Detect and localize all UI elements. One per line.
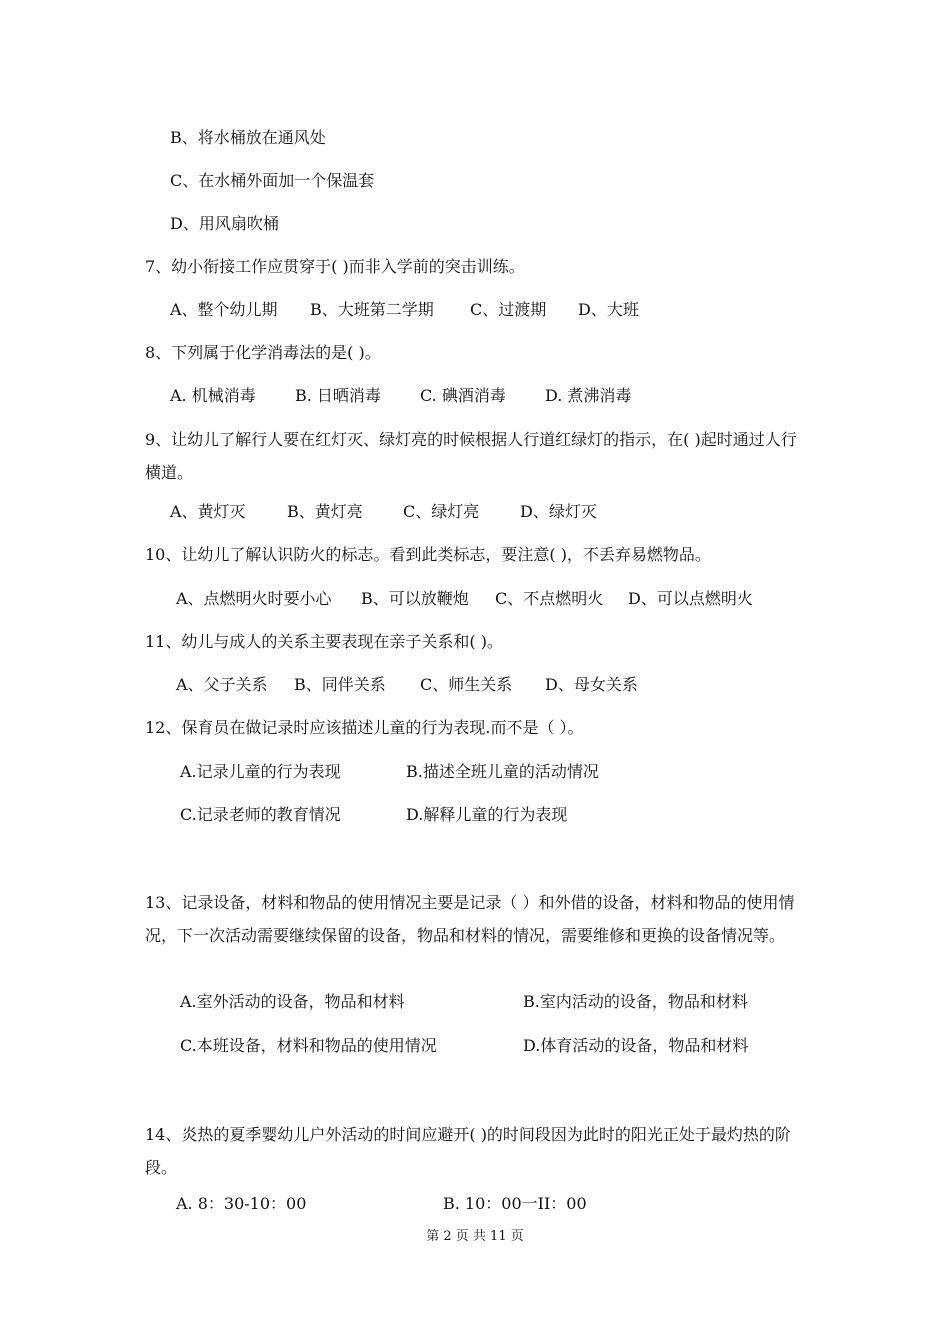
q8-option-b: B. 日晒消毒 xyxy=(295,386,381,405)
q9-option-d: D、绿灯灭 xyxy=(520,502,597,521)
q9-option-c: C、绿灯亮 xyxy=(403,502,480,521)
q9-option-b: B、黄灯亮 xyxy=(287,502,363,521)
q6-option-b: B、将水桶放在通风处 xyxy=(170,128,326,147)
q13-option-b: B.室内活动的设备，物品和材料 xyxy=(523,992,748,1011)
q13-option-a: A.室外活动的设备，物品和材料 xyxy=(180,992,405,1011)
q10-option-b: B、可以放鞭炮 xyxy=(361,589,469,608)
q7-option-c: C、过渡期 xyxy=(470,300,547,319)
q7-option-a: A、整个幼儿期 xyxy=(170,300,278,319)
q7-option-d: D、大班 xyxy=(578,300,639,319)
q11-option-c: C、师生关系 xyxy=(420,675,513,694)
q10-option-c: C、不点燃明火 xyxy=(495,589,604,608)
q11-stem: 11、幼儿与成人的关系主要表现在亲子关系和( )。 xyxy=(145,632,503,651)
q13-option-d: D.体育活动的设备，物品和材料 xyxy=(523,1036,749,1055)
page-number-footer: 第 2 页 共 11 页 xyxy=(426,1229,524,1244)
q14-option-b: B. 10：00一II：00 xyxy=(443,1194,587,1213)
q8-option-c: C. 碘酒消毒 xyxy=(420,386,506,405)
q6-option-c: C、在水桶外面加一个保温套 xyxy=(170,171,375,190)
q14-option-a: A. 8：30-10：00 xyxy=(176,1194,307,1213)
q6-option-d: D、用风扇吹桶 xyxy=(170,214,279,233)
q8-option-d: D. 煮沸消毒 xyxy=(545,386,632,405)
q11-option-a: A、父子关系 xyxy=(176,675,268,694)
q12-stem: 12、保育员在做记录时应该描述儿童的行为表现.而不是（ ）。 xyxy=(145,718,584,737)
q13-option-c: C.本班设备，材料和物品的使用情况 xyxy=(180,1036,437,1055)
q12-option-c: C.记录老师的教育情况 xyxy=(180,805,341,824)
q13-stem: 13、记录设备，材料和物品的使用情况主要是记录（ ）和外借的设备，材料和物品的使用情况，下一次活动需要继续保留的设备，物品和材料的情况，需要维修和更换的设备情况等。 xyxy=(145,893,795,945)
q12-option-b: B.描述全班儿童的活动情况 xyxy=(406,762,599,781)
q10-option-a: A、点燃明火时要小心 xyxy=(176,589,332,608)
q14-stem: 14、炎热的夏季婴幼儿户外活动的时间应避开( )的时间段因为此时的阳光正处于最灼热的阶段。 xyxy=(145,1125,791,1177)
q12-option-a: A.记录儿童的行为表现 xyxy=(180,762,341,781)
q12-option-d: D.解释儿童的行为表现 xyxy=(406,805,568,824)
q11-option-b: B、同伴关系 xyxy=(294,675,386,694)
q10-option-d: D、可以点燃明火 xyxy=(628,589,753,608)
q9-option-a: A、黄灯灭 xyxy=(170,502,246,521)
q11-option-d: D、母女关系 xyxy=(545,675,638,694)
q7-option-b: B、大班第二学期 xyxy=(310,300,434,319)
q8-stem: 8、下列属于化学消毒法的是( )。 xyxy=(145,343,381,362)
q8-option-a: A. 机械消毒 xyxy=(170,386,256,405)
q7-stem: 7、幼小衔接工作应贯穿于( )而非入学前的突击训练。 xyxy=(145,257,525,276)
q10-stem: 10、让幼儿了解认识防火的标志。看到此类标志，要注意( )，不丢弃易燃物品。 xyxy=(145,545,711,564)
q9-stem: 9、让幼儿了解行人要在红灯灭、绿灯亮的时候根据人行道红绿灯的指示，在( )起时通过人行横道。 xyxy=(145,430,797,482)
